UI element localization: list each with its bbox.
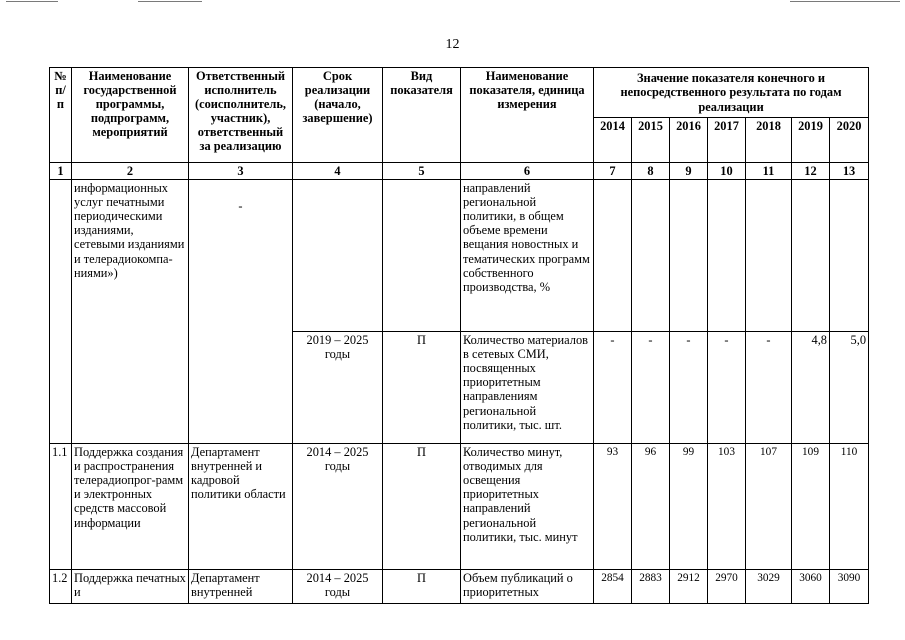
executor-dash: - [238,199,243,214]
period-cell [293,180,383,332]
column-numbers-row [50,163,869,180]
table-row [50,444,869,570]
column-number: 7 [594,163,632,180]
value-cell: 4,8 [792,332,830,444]
type-cell: П [383,444,461,570]
value-cell: - [632,332,670,444]
header-values-group: Значение показателя конечного и непосредственного результата по годам реализации [594,68,869,118]
column-number: 4 [293,163,383,180]
indicator-cell: Количество минут, отводимых для освещения приоритетных направлений региональной политики, тыс. минут [461,444,594,570]
value-cell [830,180,869,332]
column-number: 11 [746,163,792,180]
header-year: 2019 [792,118,830,163]
value-cell: 5,0 [830,332,869,444]
row-num-cell: 1.1 [50,444,72,570]
value-cell: 2883 [632,570,670,604]
value-cell: 3090 [830,570,869,604]
value-cell [594,180,632,332]
value-cell: 2970 [708,570,746,604]
column-number: 1 [50,163,72,180]
page-number: 12 [445,37,460,52]
indicator-cell: Количество материалов в сетевых СМИ, посвященных приоритетным направлениям региональной политики, тыс. шт. [461,332,594,444]
header-year: 2015 [632,118,670,163]
value-cell: - [670,332,708,444]
period-cell: 2014 – 2025 годы [293,444,383,570]
scan-edge-left [6,1,58,2]
column-number: 10 [708,163,746,180]
executor-cell: Департамент внутренней и кадровой политики области [189,444,293,570]
value-cell [708,180,746,332]
header-executor: Ответственный исполнитель (соисполнитель, участник), ответственный за реализацию [189,68,293,163]
header-period: Срок реализации (начало, завершение) [293,68,383,163]
column-number: 2 [72,163,189,180]
indicator-cell: Объем публикаций о приоритетных [461,570,594,604]
scan-edge-right [790,1,900,2]
column-number: 12 [792,163,830,180]
value-cell: 103 [708,444,746,570]
indicators-table [49,67,869,604]
column-number: 8 [632,163,670,180]
type-cell [383,180,461,332]
header-num: № п/п [50,68,72,163]
value-cell: 109 [792,444,830,570]
row-num-cell [50,180,72,444]
value-cell: - [594,332,632,444]
value-cell: 99 [670,444,708,570]
header-year: 2016 [670,118,708,163]
column-number: 6 [461,163,594,180]
value-cell: 110 [830,444,869,570]
value-cell: - [708,332,746,444]
executor-cell [189,180,293,444]
header-year: 2018 [746,118,792,163]
period-cell: 2014 – 2025 годы [293,570,383,604]
value-cell: - [746,332,792,444]
header-row [50,68,869,118]
row-num-cell: 1.2 [50,570,72,604]
column-number: 13 [830,163,869,180]
value-cell: 3029 [746,570,792,604]
header-indicator-type: Вид показателя [383,68,461,163]
value-cell [632,180,670,332]
header-year: 2014 [594,118,632,163]
type-cell: П [383,570,461,604]
value-cell: 2854 [594,570,632,604]
value-cell: 2912 [670,570,708,604]
table-row [50,180,869,332]
value-cell: 3060 [792,570,830,604]
value-cell: 93 [594,444,632,570]
scan-edge-center [138,1,202,2]
value-cell [746,180,792,332]
column-number: 3 [189,163,293,180]
column-number: 9 [670,163,708,180]
period-cell: 2019 – 2025 годы [293,332,383,444]
header-indicator-name: Наименование показателя, единица измерения [461,68,594,163]
program-cell: информационных услуг печатными периодическими изданиями, сетевыми изданиями и телерадиокомпа-ниями») [72,180,189,444]
program-cell: Поддержка печатных и [72,570,189,604]
header-year: 2020 [830,118,869,163]
column-number: 5 [383,163,461,180]
header-year: 2017 [708,118,746,163]
value-cell [670,180,708,332]
program-cell: Поддержка создания и распространения телерадиопрог-рамм и электронных средств массовой информации [72,444,189,570]
header-program: Наименование государственной программы, подпрограмм, мероприятий [72,68,189,163]
value-cell [792,180,830,332]
type-cell: П [383,332,461,444]
table-row [50,570,869,604]
indicator-cell: направлений региональной политики, в общем объеме времени вещания новостных и тематических программ собственного производства, % [461,180,594,332]
value-cell: 107 [746,444,792,570]
value-cell: 96 [632,444,670,570]
executor-cell: Департамент внутренней [189,570,293,604]
